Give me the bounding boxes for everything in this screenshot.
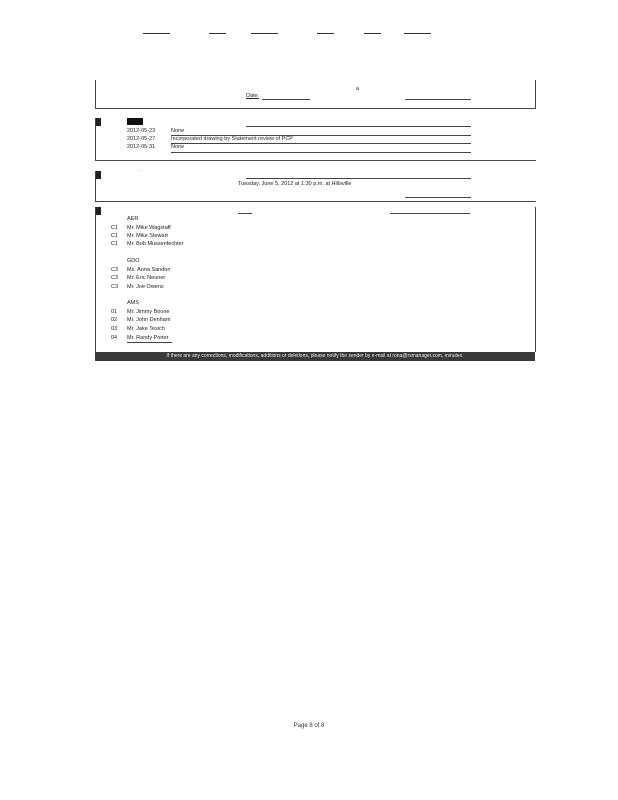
section2-left-border	[95, 118, 96, 160]
header-rule	[364, 33, 381, 34]
group-name: AER	[127, 216, 139, 222]
section1-left-border	[95, 80, 96, 108]
attendee-name: Mr. Eric Neuner	[127, 275, 166, 281]
header-rule	[251, 33, 278, 34]
attendee-code: 04	[111, 335, 118, 341]
attendee-name: Mr. Jake Tesich	[127, 326, 165, 332]
attendee-code: C1	[111, 225, 119, 231]
section1-date-line	[262, 99, 310, 100]
section3-meeting-text: Tuesday, June 5, 2012 at 1:30 p.m. at Hillsville	[238, 181, 352, 187]
page-number: Page 8 of 8	[293, 723, 325, 729]
attendee-code: C3	[111, 275, 119, 281]
section4-rule	[390, 213, 470, 214]
attendee-code: C1	[111, 241, 119, 247]
attendee-name: Mr. Mike Wagstaff	[127, 225, 171, 231]
attendee-code: 02	[111, 317, 118, 323]
attendee-code: C3	[111, 284, 119, 290]
header-rule	[404, 33, 431, 34]
attendee-code: 01	[111, 309, 118, 315]
section3-top-rule	[246, 178, 471, 179]
attendee-code: C1	[111, 233, 119, 239]
header-rule	[317, 33, 334, 34]
section1-bottom-border	[95, 108, 536, 109]
section1-mark: a	[356, 86, 360, 92]
section4-left-border	[95, 207, 96, 352]
attendee-code: C3	[111, 267, 119, 273]
attendee-name: Mr. Mike Stewart	[127, 233, 168, 239]
section2-row-rule	[171, 143, 471, 144]
section2-row3-date: 2012-05-31	[127, 144, 156, 150]
section2-row1-date: 2012-05-23	[127, 128, 156, 134]
attendee-name: Mr. Bob Mussenfechter	[127, 241, 184, 247]
section2-bottom-border	[95, 160, 536, 161]
section2-row2-desc: Incorporated drawing by Statement review of PCP	[171, 136, 293, 142]
attendee-underline	[127, 342, 172, 343]
section1-right-border	[535, 80, 536, 108]
section2-top-rule	[246, 126, 471, 127]
section3-bottom-border	[95, 201, 536, 202]
attendee-name: Mr. Randy Porter	[127, 335, 169, 341]
section2-header-block	[127, 118, 143, 125]
section4-right-border	[535, 207, 536, 352]
attendee-name: Mr. Jimmy Boone	[127, 309, 170, 315]
section3-left-border	[95, 171, 96, 201]
attendee-code: 03	[111, 326, 118, 332]
section2-row-rule	[171, 152, 471, 153]
section2-row3-desc: None	[171, 144, 185, 150]
section2-row2-date: 2012-05-27	[127, 136, 156, 142]
section4-rule	[238, 213, 252, 214]
group-name: GDO	[127, 258, 140, 264]
attendee-name: Mr. John Denham	[127, 317, 171, 323]
header-rule	[143, 33, 170, 34]
section2-row1-desc: None	[171, 128, 185, 134]
section1-date-label: Date:	[246, 93, 260, 99]
attendee-name: Ms. Anna Sandon	[127, 267, 171, 273]
footer-notice-bar: If there are any corrections, modifications, additions or deletions, please notify the sender by e-mail at rona@rsmanager.com, minutes.	[95, 352, 535, 361]
group-name: AMS	[127, 300, 139, 306]
header-rule	[209, 33, 226, 34]
section3-rule	[405, 197, 471, 198]
section1-signature-line	[405, 99, 471, 100]
section3-tick: .	[139, 167, 141, 173]
attendee-name: Mr. Joe Owens	[127, 284, 164, 290]
